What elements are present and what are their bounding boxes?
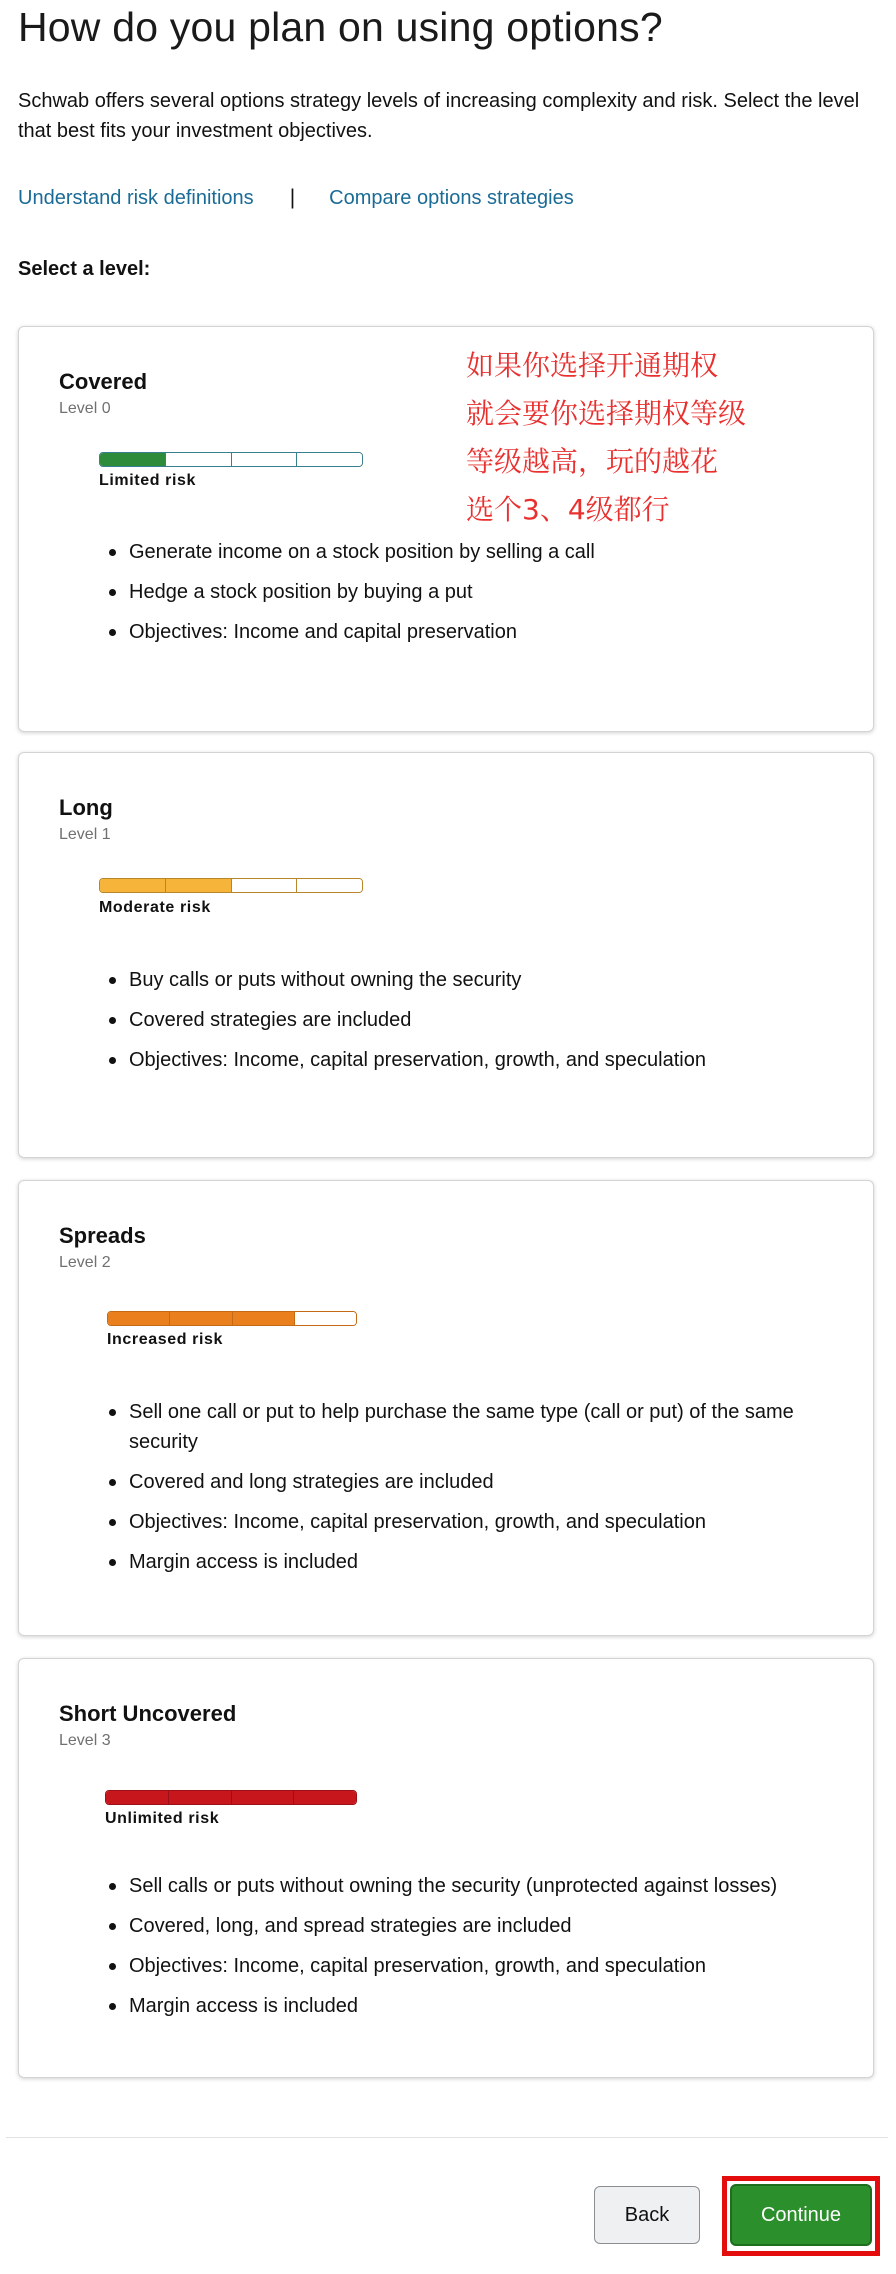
- risk-meter-segment: [296, 453, 362, 466]
- list-item: Sell calls or puts without owning the security (unprotected against losses): [129, 1871, 777, 1901]
- risk-label: Increased risk: [107, 1331, 224, 1348]
- bullet-list: [129, 1871, 777, 2031]
- card-title: Spreads: [59, 1223, 146, 1248]
- card-level: Level 1: [59, 826, 111, 843]
- list-item: Objectives: Income and capital preservation: [129, 617, 595, 647]
- card-level: Level 0: [59, 400, 111, 417]
- risk-label: Limited risk: [99, 472, 197, 489]
- understand-risk-link[interactable]: Understand risk definitions: [18, 186, 254, 209]
- link-separator: |: [289, 186, 296, 209]
- risk-meter-segment: [106, 1791, 168, 1804]
- risk-meter-segment: [231, 1791, 294, 1804]
- level-card-long[interactable]: [18, 752, 874, 1158]
- annotation-line: 如果你选择开通期权: [466, 349, 719, 382]
- risk-meter-segment: [100, 453, 165, 466]
- risk-meter: [99, 452, 363, 467]
- card-level: Level 2: [59, 1254, 111, 1271]
- back-button[interactable]: Back: [594, 2186, 700, 2244]
- select-level-label: Select a level:: [18, 258, 151, 280]
- annotation-line: 就会要你选择期权等级: [466, 397, 747, 430]
- risk-meter-segment: [231, 453, 297, 466]
- card-level: Level 3: [59, 1732, 111, 1749]
- list-item: Covered, long, and spread strategies are included: [129, 1911, 777, 1941]
- risk-meter: [107, 1311, 357, 1326]
- card-title: Long: [59, 795, 113, 820]
- list-item: Covered strategies are included: [129, 1005, 706, 1035]
- list-item: Sell one call or put to help purchase the same type (call or put) of the same security: [129, 1397, 849, 1457]
- risk-meter-segment: [165, 453, 231, 466]
- level-card-short-uncovered[interactable]: [18, 1658, 874, 2078]
- list-item: Covered and long strategies are included: [129, 1467, 849, 1497]
- risk-meter: [99, 878, 363, 893]
- risk-meter-segment: [232, 1312, 294, 1325]
- list-item: Hedge a stock position by buying a put: [129, 577, 595, 607]
- level-card-spreads[interactable]: [18, 1180, 874, 1636]
- bullet-list: [129, 965, 706, 1085]
- list-item: Objectives: Income, capital preservation, growth, and speculation: [129, 1951, 777, 1981]
- annotation-line: 等级越高，玩的越花: [466, 445, 719, 478]
- risk-meter-segment: [293, 1791, 356, 1804]
- risk-meter-segment: [165, 879, 231, 892]
- page-title: How do you plan on using options?: [18, 4, 663, 50]
- list-item: Margin access is included: [129, 1547, 849, 1577]
- risk-meter-segment: [108, 1312, 169, 1325]
- card-title: Short Uncovered: [59, 1701, 237, 1726]
- compare-strategies-link[interactable]: Compare options strategies: [329, 186, 574, 209]
- risk-meter-segment: [294, 1312, 356, 1325]
- bullet-list: [129, 537, 595, 657]
- risk-meter-segment: [296, 879, 362, 892]
- annotation-line: 选个3、4级都行: [466, 493, 670, 526]
- risk-meter: [105, 1790, 357, 1805]
- risk-meter-segment: [231, 879, 297, 892]
- risk-meter-segment: [100, 879, 165, 892]
- footer-divider: [6, 2137, 888, 2138]
- risk-meter-segment: [169, 1312, 231, 1325]
- card-title: Covered: [59, 369, 148, 394]
- intro-text: Schwab offers several options strategy levels of increasing complexity and risk. Select the level that best fits your investment objectives.: [18, 90, 860, 142]
- risk-label: Moderate risk: [99, 899, 211, 916]
- list-item: Generate income on a stock position by selling a call: [129, 537, 595, 567]
- list-item: Objectives: Income, capital preservation, growth, and speculation: [129, 1507, 849, 1537]
- continue-button[interactable]: Continue: [730, 2184, 872, 2246]
- risk-label: Unlimited risk: [105, 1810, 220, 1827]
- risk-meter-segment: [168, 1791, 231, 1804]
- bullet-list: [129, 1397, 849, 1587]
- links-row: [18, 186, 574, 210]
- red-annotation: [466, 342, 746, 534]
- list-item: Buy calls or puts without owning the security: [129, 965, 706, 995]
- list-item: Margin access is included: [129, 1991, 777, 2021]
- list-item: Objectives: Income, capital preservation, growth, and speculation: [129, 1045, 706, 1075]
